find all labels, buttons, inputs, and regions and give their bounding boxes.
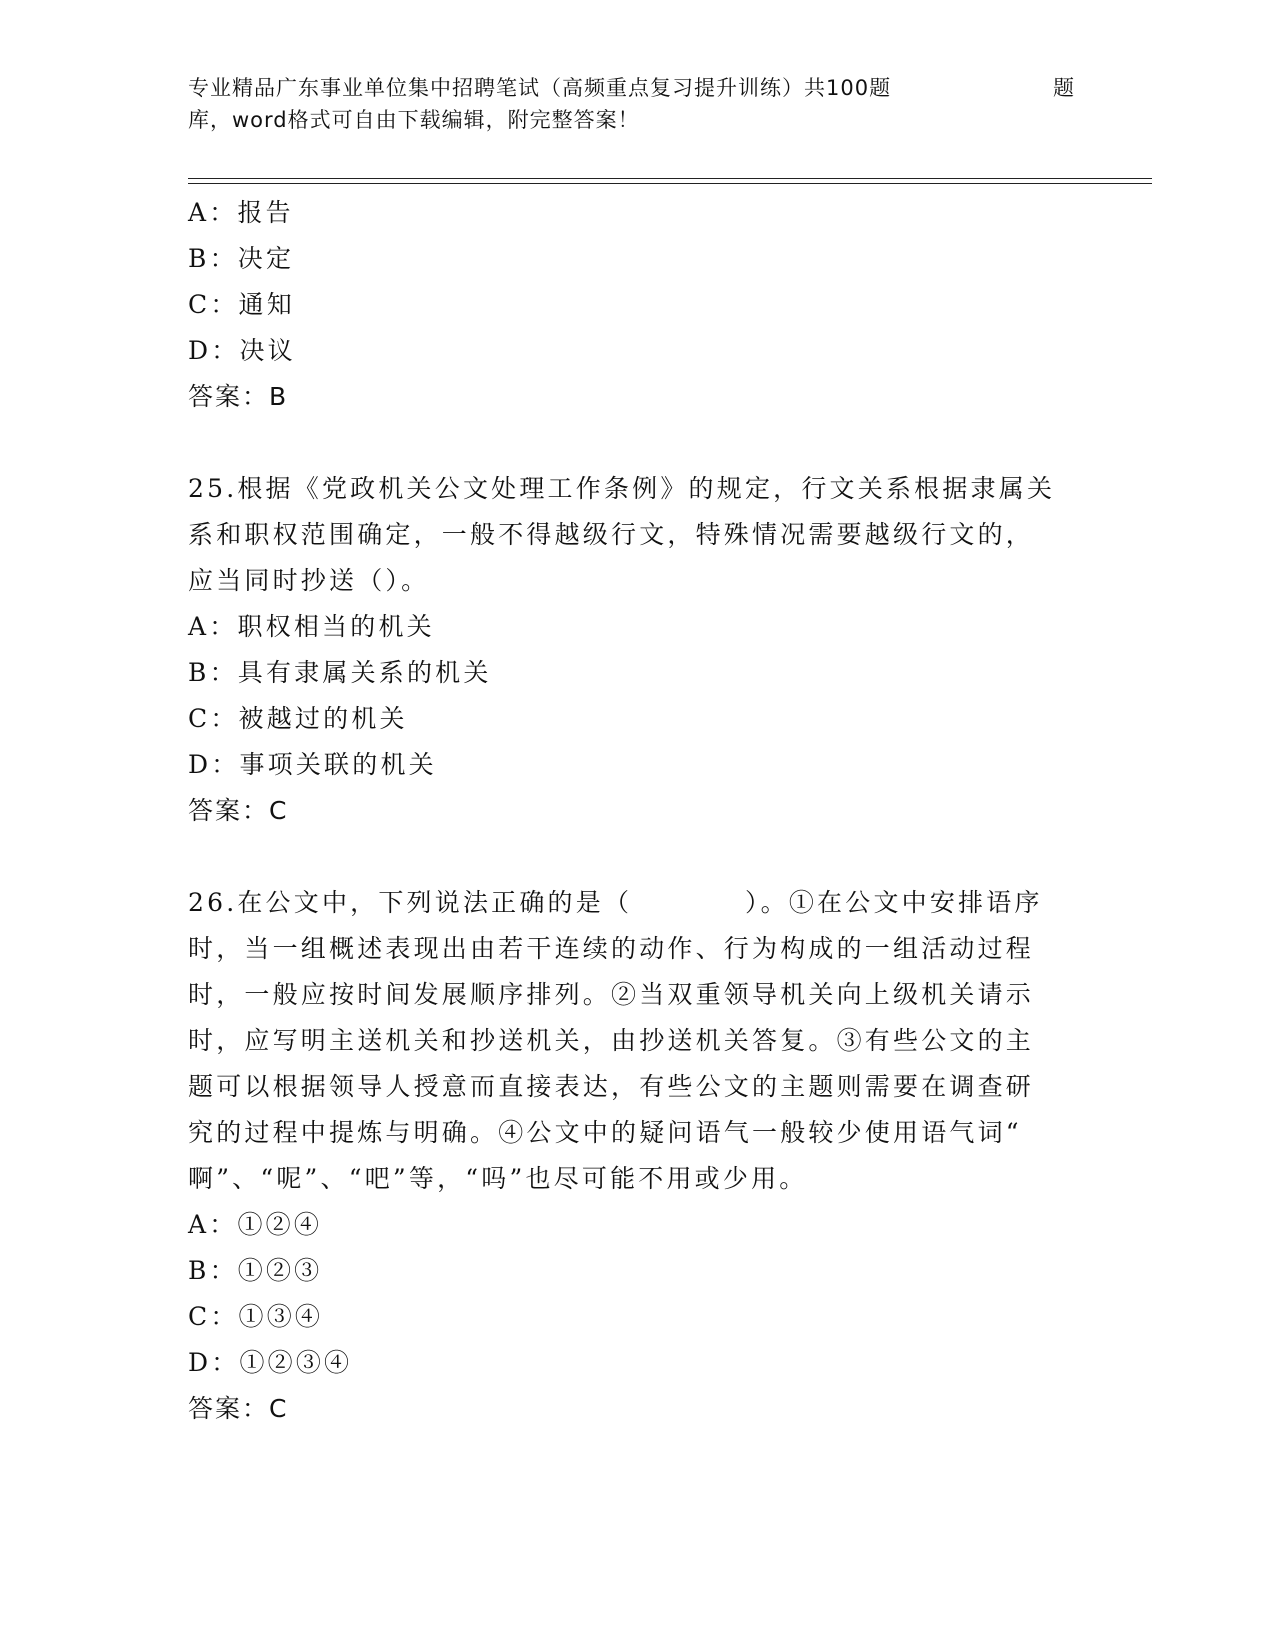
header-line-2: 库，word格式可自由下载编辑，附完整答案！ [188, 108, 640, 132]
option-a: A：①②④ [188, 1210, 323, 1239]
option-a: A：职权相当的机关 [188, 612, 435, 641]
option-d: D：决议 [188, 336, 296, 365]
question-24-continued [188, 190, 1088, 420]
question-26 [188, 880, 1088, 1432]
question-stem-line: 26.在公文中，下列说法正确的是（ ）。①在公文中安排语序 [188, 888, 1043, 917]
question-stem-line: 啊”、“呢”、“吧”等，“吗”也尽可能不用或少用。 [188, 1164, 808, 1193]
spacer [188, 420, 1088, 466]
question-stem-line: 系和职权范围确定，一般不得越级行文，特殊情况需要越级行文的， [188, 520, 1035, 549]
header-title-part1: 专业精品广东事业单位集中招聘笔试（高频重点复习提升训练）共100题 [188, 76, 892, 100]
header-line-1 [188, 72, 1088, 104]
question-stem-line: 究的过程中提炼与明确。④公文中的疑问语气一般较少使用语气词“ [188, 1118, 1022, 1147]
answer: 答案：B [188, 382, 289, 411]
option-c: C：①③④ [188, 1302, 324, 1331]
document-body [188, 190, 1088, 1432]
question-stem-line: 时，一般应按时间发展顺序排列。②当双重领导机关向上级机关请示 [188, 980, 1035, 1009]
question-stem-line: 题可以根据领导人授意而直接表达，有些公文的主题则需要在调查研 [188, 1072, 1035, 1101]
question-stem-line: 时，应写明主送机关和抄送机关，由抄送机关答复。③有些公文的主 [188, 1026, 1035, 1055]
header-title-tail: 题 [1053, 76, 1075, 100]
answer: 答案：C [188, 1394, 289, 1423]
option-a: A：报告 [188, 198, 294, 227]
option-d: D：①②③④ [188, 1348, 353, 1377]
option-b: B：决定 [188, 244, 295, 273]
question-stem-line: 25.根据《党政机关公文处理工作条例》的规定，行文关系根据隶属关 [188, 474, 1056, 503]
option-d: D：事项关联的机关 [188, 750, 437, 779]
answer: 答案：C [188, 796, 289, 825]
option-c: C：被越过的机关 [188, 704, 408, 733]
page-header [188, 72, 1088, 136]
question-stem-line: 时，当一组概述表现出由若干连续的动作、行为构成的一组活动过程 [188, 934, 1035, 963]
spacer [188, 834, 1088, 880]
header-divider-bottom [188, 183, 1152, 184]
option-b: B：①②③ [188, 1256, 323, 1285]
question-25 [188, 466, 1088, 834]
option-b: B：具有隶属关系的机关 [188, 658, 492, 687]
header-divider-top [188, 178, 1152, 179]
question-stem-line: 应当同时抄送（）。 [188, 566, 430, 595]
option-c: C：通知 [188, 290, 295, 319]
